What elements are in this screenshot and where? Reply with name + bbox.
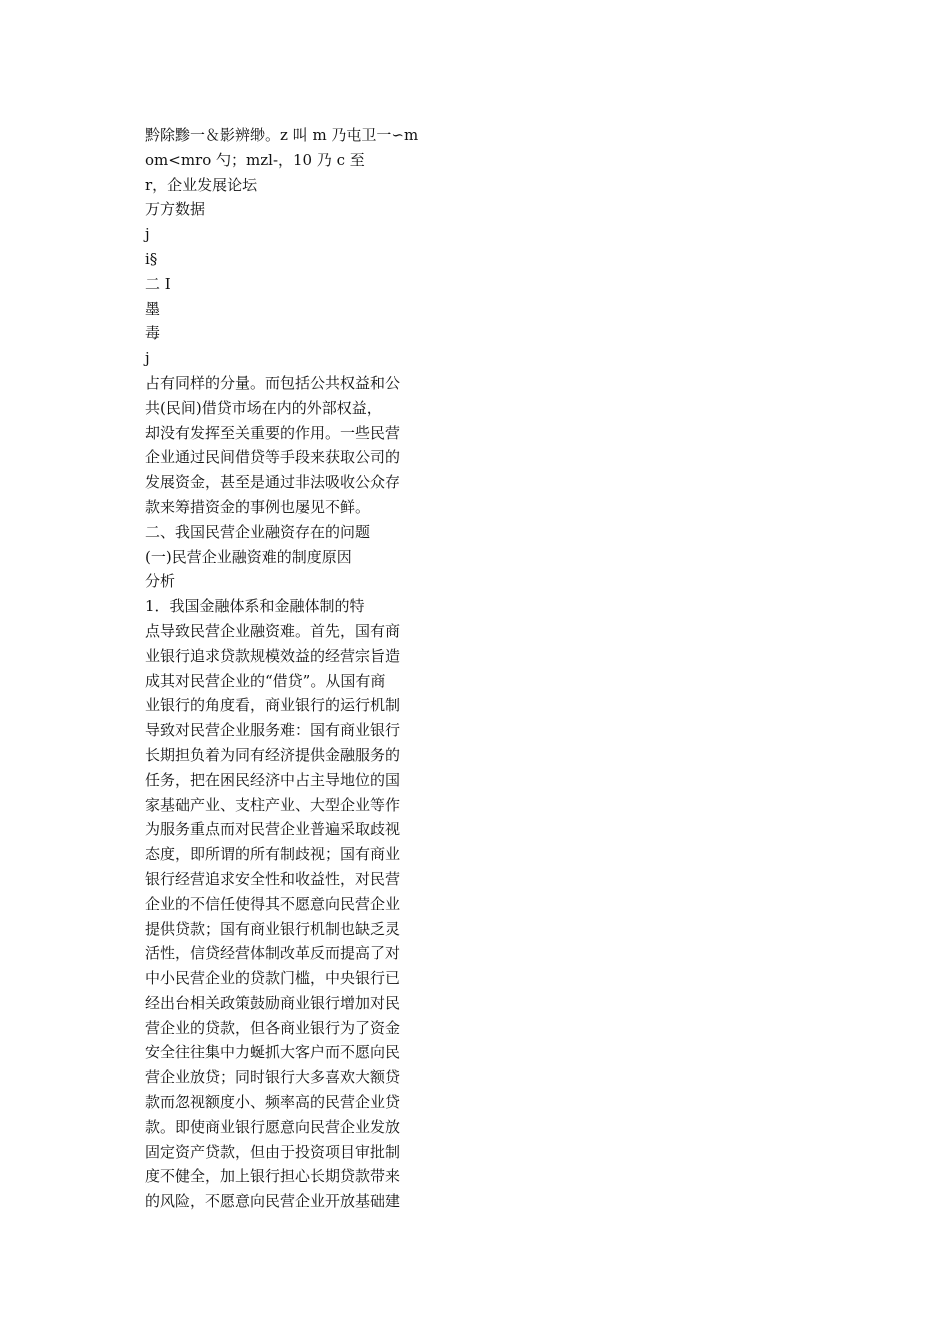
text-line: om<mro 勺；mzl-，10 乃 c 至 [145,150,365,169]
text-line: j [145,225,150,244]
article-text-column [145,123,445,1214]
text-line: 态度，即所谓的所有制歧视；国有商业 [145,845,401,864]
text-line: 发展资金，甚至是通过非法吸收公众存 [145,473,401,492]
text-line: 款来筹措资金的事例也屡见不鲜。 [145,497,371,516]
text-line: 二 I [145,274,171,293]
text-line: 毒 [145,324,161,343]
text-line: 营企业放贷；同时银行大多喜欢大额贷 [145,1068,401,1087]
text-line: 长期担负着为同有经济提供金融服务的 [145,745,401,764]
text-line: 企业的不信任使得其不愿意向民营企业 [145,894,401,913]
text-line: j [145,349,150,368]
text-line: 黔除黪一＆影辨缈。z 叫 m 乃屯卫一∽m [145,126,419,144]
text-line: 款。即使商业银行愿意向民营企业发放 [145,1117,401,1136]
text-line: 固定资产贷款，但由于投资项目审批制 [145,1142,401,1161]
text-line: 为服务重点而对民营企业普遍采取歧视 [145,820,401,839]
text-line: 业银行追求贷款规模效益的经营宗旨造 [145,646,401,665]
text-line: 款而忽视额度小、频率高的民营企业贷 [145,1093,401,1112]
text-line: 度不健全，加上银行担心长期贷款带来 [145,1167,401,1186]
text-line: 中小民营企业的贷款门槛，中央银行已 [145,969,401,988]
text-line: 导致对民营企业服务难：国有商业银行 [145,721,401,740]
text-line: 企业通过民间借贷等手段来获取公司的 [145,448,401,467]
text-line: 银行经营追求安全性和收益性，对民营 [145,869,401,888]
text-line: 1．我国金融体系和金融体制的特 [145,597,365,616]
text-line: 提供贷款；国有商业银行机制也缺乏灵 [145,919,401,938]
text-line: 共(民间)借贷市场在内的外部权益， [145,398,382,417]
text-line: 业银行的角度看，商业银行的运行机制 [145,696,401,715]
text-line: i§ [145,249,158,268]
text-line: 墨 [145,299,161,318]
text-line: 活性，信贷经营体制改革反而提高了对 [145,944,401,963]
text-line: 任务，把在困民经济中占主导地位的国 [145,770,401,789]
text-line: 却没有发挥至关重要的作用。一些民营 [145,423,401,442]
text-line: 占有同样的分量。而包括公共权益和公 [145,373,401,392]
text-line: 的风险，不愿意向民营企业开放基础建 [145,1192,401,1211]
text-line: 家基础产业、支柱产业、大型企业等作 [145,795,401,814]
text-line: 点导致民营企业融资难。首先，国有商 [145,621,401,640]
text-line: 营企业的贷款，但各商业银行为了资金 [145,1018,401,1037]
subsection-heading: (一)民营企业融资难的制度原因 [145,547,352,566]
text-line: 经出台相关政策鼓励商业银行增加对民 [145,993,401,1012]
text-line: 万方数据 [145,200,206,219]
text-line: 安全往往集中力蜒抓大客户而不愿向民 [145,1043,401,1062]
text-line: 成其对民营企业的“借贷”。从国有商 [145,671,386,690]
subsection-heading-continued: 分析 [145,572,176,591]
text-line: r，企业发展论坛 [145,175,258,194]
section-heading: 二、我国民营企业融资存在的问题 [145,522,371,541]
